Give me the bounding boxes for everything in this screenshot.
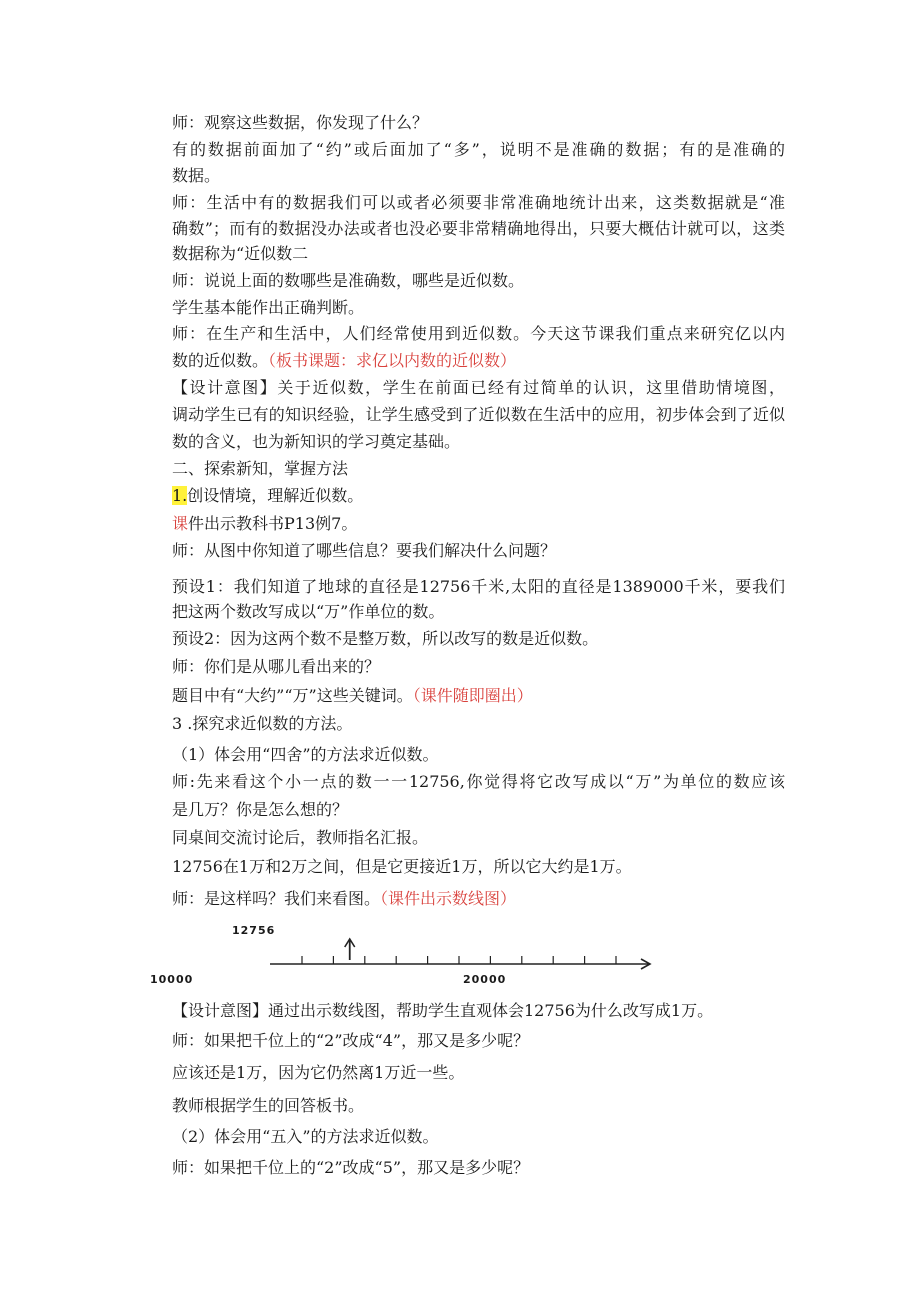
paragraph-line: 学生基本能作出正确判断。 [172, 298, 365, 317]
paragraph-text: 件出示教科书P13例7。 [188, 514, 358, 533]
paragraph-text: 师：是这样吗？我们来看图。 [172, 889, 381, 908]
paragraph-line: 12756在1万和2万之间，但是它更接近1万，所以它大约是1万。 [172, 857, 632, 876]
paragraph-line: （2）体会用“五入”的方法求近似数。 [172, 1127, 439, 1146]
paragraph-line: 有的数据前面加了“约”或后面加了“多”，说明不是准确的数据；有的是准确的 [172, 140, 785, 159]
subsection-title: 创设情境，理解近似数。 [187, 486, 364, 505]
paragraph-line: 师：观察这些数据，你发现了什么？ [172, 113, 429, 132]
paragraph-line: 预设1：我们知道了地球的直径是12756千米,太阳的直径是1389000千米，要我们 [172, 577, 785, 596]
paragraph-line: 把这两个数改写成以“万”作单位的数。 [172, 602, 445, 621]
board-note: （板书课题：求亿以内数的近似数） [268, 351, 517, 370]
paragraph-text: 题目中有“大约”“万”这些关键词。 [172, 686, 413, 705]
highlighted-number: 1. [172, 486, 188, 505]
number-line [150, 922, 670, 992]
paragraph-line: 预设2：因为这两个数不是整万数，所以改写的数是近似数。 [172, 629, 599, 648]
design-intent-line: 【设计意图】通过出示数线图，帮助学生直观体会12756为什么改写成1万。 [172, 1001, 714, 1020]
paragraph-line [172, 685, 533, 707]
paragraph-line: 确数”；而有的数据没办法或者也没必要非常精确地得出，只要大概估计就可以，这类 [172, 219, 785, 238]
paragraph-line: 数据。 [172, 166, 221, 185]
paragraph-text: 数的近似数。 [172, 351, 269, 370]
courseware-note: （课件出示数线图） [380, 889, 517, 908]
design-intent-line: 【设计意图】关于近似数，学生在前面已经有过简单的认识，这里借助情境图， [172, 378, 785, 397]
subsection-heading: 3 .探究求近似数的方法。 [172, 714, 353, 733]
paragraph-line: 师：你们是从哪儿看出来的？ [172, 657, 381, 676]
paragraph-line: 师：如果把千位上的“2”改成“4”，那又是多少呢？ [172, 1031, 530, 1050]
paragraph-line: 师：生活中有的数据我们可以或者必须要非常准确地统计出来，这类数据就是“准 [172, 193, 785, 212]
paragraph-line: （1）体会用“四舍”的方法求近似数。 [172, 745, 439, 764]
paragraph-line: 师：从图中你知道了哪些信息？要我们解决什么问题？ [172, 541, 557, 560]
paragraph-line: 是几万？你是怎么想的？ [172, 800, 349, 819]
paragraph-line: 教师根据学生的回答板书。 [172, 1096, 365, 1115]
red-character: 课 [172, 514, 189, 533]
number-line-end-label: 20000 [463, 973, 507, 986]
paragraph-line [172, 888, 516, 910]
paragraph-line: 师:先来看这个小一点的数一一12756,你觉得将它改写成以“万”为单位的数应该 [172, 772, 785, 791]
paragraph-line [172, 513, 357, 535]
paragraph-line: 师：说说上面的数哪些是准确数，哪些是近似数。 [172, 271, 525, 290]
paragraph-line: 数的含义，也为新知识的学习奠定基础。 [172, 432, 461, 451]
courseware-note: （课件随即圈出） [412, 686, 533, 705]
paragraph-line: 调动学生已有的知识经验，让学生感受到了近似数在生活中的应用，初步体会到了近似 [172, 405, 785, 424]
paragraph-line: 应该还是1万，因为它仍然离1万近一些。 [172, 1063, 465, 1082]
number-line-figure [150, 922, 670, 992]
paragraph-line: 师：如果把千位上的“2”改成“5”，那又是多少呢？ [172, 1158, 530, 1177]
section-heading: 二、探索新知，掌握方法 [172, 459, 349, 478]
number-line-marker-label: 12756 [232, 924, 276, 937]
paragraph-line: 数据称为“近似数二 [172, 244, 309, 263]
paragraph-line: 同桌间交流讨论后，教师指名汇报。 [172, 828, 429, 847]
paragraph-line [172, 350, 516, 372]
subsection-heading [172, 485, 363, 507]
number-line-start-label: 10000 [150, 973, 194, 986]
paragraph-line: 师：在生产和生活中，人们经常使用到近似数。今天这节课我们重点来研究亿以内 [172, 324, 785, 343]
